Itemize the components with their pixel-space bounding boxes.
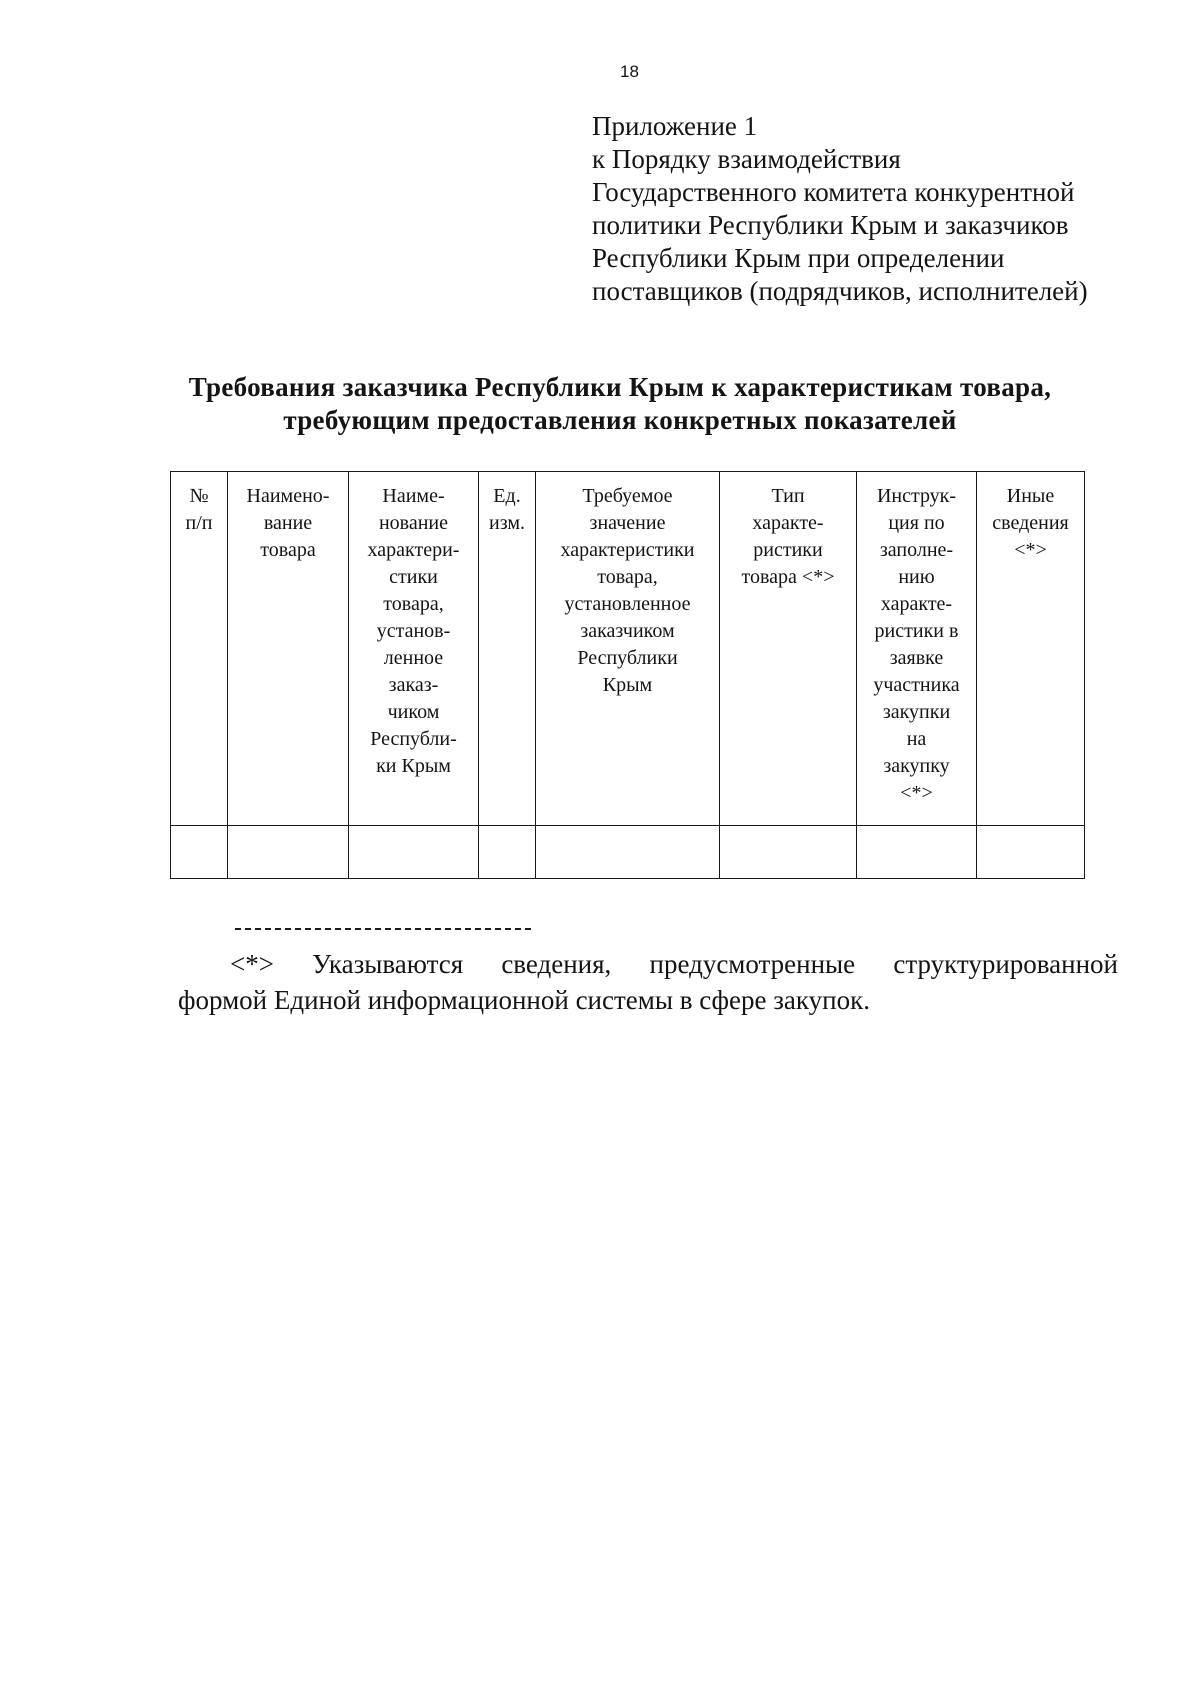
document-title-line: Требования заказчика Республики Крым к характеристикам товара, (188, 372, 1052, 402)
footnote-separator (235, 928, 531, 930)
appendix-line: Республики Крым при определении (592, 243, 1005, 273)
column-header-line: Наиме- (382, 485, 445, 507)
footnote (178, 946, 1118, 1018)
footnote-word: сведения, (501, 949, 612, 979)
table-cell (720, 826, 857, 879)
footnote-word: Указываются (312, 949, 464, 979)
column-header-line: Наимено- (246, 485, 330, 507)
appendix-line: Приложение 1 (592, 111, 758, 141)
column-header (228, 472, 349, 826)
appendix-line: политики Республики Крым и заказчиков (592, 210, 1069, 240)
column-header (720, 472, 857, 826)
footnote-word: предусмотренные (649, 949, 856, 979)
column-header-line: Требуемое (582, 485, 673, 507)
column-header-line: ция по (888, 512, 945, 534)
table-cell (479, 826, 536, 879)
document-title (140, 371, 1100, 437)
footnote-line (178, 946, 1118, 982)
column-header-line: товара, (383, 593, 444, 615)
column-header-line: характе- (880, 593, 953, 615)
column-header-line: ки Крым (376, 755, 451, 777)
table-cell (349, 826, 479, 879)
column-header-line: вание (263, 512, 313, 534)
footnote-word: <*> (230, 949, 274, 979)
column-header-line: товара <*> (741, 566, 835, 588)
column-header-line: на (906, 728, 927, 750)
column-header-line: № (189, 485, 209, 507)
column-header-line: изм. (489, 512, 525, 534)
column-header-line: закупки (882, 701, 951, 723)
column-header-line: Крым (602, 674, 653, 696)
column-header-line: ристики (753, 539, 823, 561)
column-header (977, 472, 1085, 826)
column-header-line: установленное (564, 593, 691, 615)
column-header (479, 472, 536, 826)
column-header-line: <*> (1014, 539, 1047, 561)
appendix-line: поставщиков (подрядчиков, исполнителей) (592, 276, 1088, 306)
column-header-line: сведения (992, 512, 1069, 534)
table-cell (228, 826, 349, 879)
column-header-line: чиком (387, 701, 440, 723)
appendix-line: Государственного комитета конкурентной (592, 177, 1075, 207)
column-header-line: заказ- (388, 674, 439, 696)
column-header-line: Ед. (493, 485, 521, 507)
appendix-heading (592, 110, 1152, 308)
column-header-line: Тип (771, 485, 805, 507)
column-header (536, 472, 720, 826)
column-header-line: товара, (597, 566, 658, 588)
column-header-line: характери- (367, 539, 460, 561)
table-header-row (171, 472, 1085, 826)
table-cell (857, 826, 977, 879)
column-header-line: ленное (383, 647, 444, 669)
column-header-line: стики (389, 566, 438, 588)
table-body (171, 826, 1085, 879)
column-header-line: заявке (889, 647, 944, 669)
column-header-line: Республики (577, 647, 678, 669)
page-number: 18 (620, 62, 639, 81)
table-cell (977, 826, 1085, 879)
column-header-line: <*> (900, 782, 933, 804)
column-header-line: Иные (1006, 485, 1055, 507)
appendix-line: к Порядку взаимодействия (592, 144, 901, 174)
table-cell (171, 826, 228, 879)
column-header-line: установ- (376, 620, 451, 642)
column-header-line: ристики в (874, 620, 959, 642)
column-header-line: заполне- (879, 539, 954, 561)
column-header (349, 472, 479, 826)
requirements-table (170, 471, 1085, 879)
table-cell (536, 826, 720, 879)
footnote-word: структурированной (893, 949, 1118, 979)
column-header-line: характеристики (560, 539, 695, 561)
column-header-line: п/п (185, 512, 213, 534)
column-header-line: Республи- (370, 728, 457, 750)
column-header-line: Инструк- (876, 485, 957, 507)
column-header-line: значение (589, 512, 666, 534)
document-title-line: требующим предоставления конкретных показателей (283, 405, 957, 435)
table-row (171, 826, 1085, 879)
column-header-line: закупку (883, 755, 950, 777)
column-header-line: характе- (752, 512, 824, 534)
column-header (857, 472, 977, 826)
column-header (171, 472, 228, 826)
column-header-line: нию (898, 566, 935, 588)
column-header-line: заказчиком (580, 620, 675, 642)
column-header-line: товара (260, 539, 316, 561)
column-header-line: нование (378, 512, 449, 534)
footnote-line: формой Единой информационной системы в сфере закупок. (178, 985, 870, 1015)
column-header-line: участника (873, 674, 960, 696)
